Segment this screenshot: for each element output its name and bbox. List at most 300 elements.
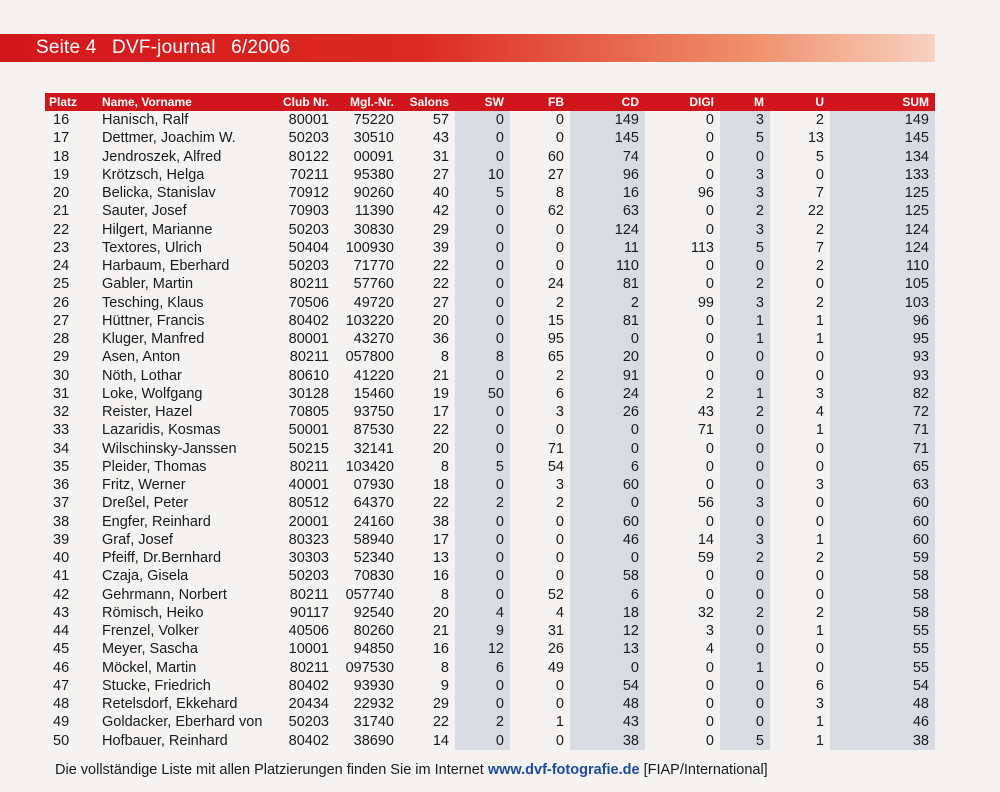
cell-m: 0	[720, 348, 770, 366]
cell-cd: 24	[570, 385, 645, 403]
cell-m: 3	[720, 494, 770, 512]
cell-cd: 0	[570, 494, 645, 512]
cell-digi: 32	[697, 604, 714, 621]
cell-mgl: 22932	[353, 696, 394, 712]
cell-cd: 63	[570, 202, 645, 220]
table-row	[45, 695, 935, 713]
cell-fb: 1	[555, 714, 564, 731]
table-row	[45, 458, 935, 476]
cell-platz: 20	[53, 185, 70, 201]
cell-fb: 24	[547, 276, 564, 293]
cell-sw: 0	[455, 111, 510, 129]
table-row	[45, 732, 935, 750]
cell-cd: 110	[570, 257, 645, 275]
cell-u: 2	[815, 294, 824, 311]
cell-name: Textores, Ulrich	[102, 239, 202, 256]
cell-mgl: 57760	[353, 276, 394, 293]
cell-sw: 0	[455, 695, 510, 713]
cell-salons: 39	[432, 239, 449, 256]
cell-name: Hofbauer, Reinhard	[102, 732, 228, 749]
cell-platz: 21	[53, 203, 70, 220]
table-body	[45, 111, 935, 750]
cell-mgl: 52340	[353, 550, 394, 566]
cell-digi: 0	[705, 568, 714, 585]
cell-cd: 6	[570, 586, 645, 604]
cell-name: Gehrmann, Norbert	[102, 586, 227, 603]
cell-sum: 134	[830, 148, 935, 166]
cell-fb: 0	[555, 732, 564, 749]
cell-fb: 62	[547, 203, 564, 220]
cell-platz: 38	[53, 513, 70, 530]
cell-salons: 22	[432, 276, 449, 293]
cell-fb: 2	[555, 294, 564, 311]
cell-club: 40001	[288, 477, 329, 493]
cell-u: 0	[815, 349, 824, 366]
column-header-mgl: Mgl.-Nr.	[350, 95, 394, 109]
cell-mgl: 93750	[353, 404, 394, 420]
cell-mgl: 100930	[345, 239, 394, 256]
cell-mgl: 58940	[353, 531, 394, 548]
cell-u: 7	[815, 185, 824, 201]
cell-digi: 0	[705, 112, 714, 128]
cell-club: 50203	[288, 568, 329, 585]
footer-text: Die vollständige Liste mit allen Platzierungen finden Sie im Internet	[55, 762, 484, 778]
table-row	[45, 604, 935, 622]
cell-u: 1	[815, 714, 824, 731]
cell-club: 50215	[288, 440, 329, 457]
cell-u: 3	[815, 696, 824, 712]
cell-platz: 41	[53, 568, 70, 585]
cell-salons: 43	[432, 130, 449, 147]
cell-digi: 0	[705, 586, 714, 603]
journal-name: DVF-journal	[112, 37, 216, 58]
cell-platz: 18	[53, 148, 70, 165]
cell-salons: 22	[432, 714, 449, 731]
cell-sum: 105	[830, 275, 935, 293]
cell-sw: 10	[455, 166, 510, 184]
cell-fb: 0	[555, 422, 564, 439]
table-row	[45, 549, 935, 567]
cell-cd: 149	[570, 111, 645, 129]
cell-name: Reister, Hazel	[102, 404, 193, 420]
cell-m: 0	[720, 622, 770, 640]
cell-sw: 0	[455, 440, 510, 458]
cell-digi: 59	[697, 550, 714, 566]
cell-mgl: 38690	[353, 732, 394, 749]
cell-mgl: 75220	[353, 112, 394, 128]
cell-sw: 0	[455, 257, 510, 275]
cell-sw: 4	[455, 604, 510, 622]
cell-name: Stucke, Friedrich	[102, 677, 211, 694]
cell-sw: 0	[455, 221, 510, 239]
table-row	[45, 221, 935, 239]
cell-salons: 13	[432, 550, 449, 566]
cell-cd: 26	[570, 403, 645, 421]
cell-m: 3	[720, 111, 770, 129]
cell-sum: 95	[830, 330, 935, 348]
cell-name: Sauter, Josef	[102, 203, 187, 220]
cell-mgl: 103220	[345, 312, 394, 329]
cell-sw: 0	[455, 677, 510, 695]
cell-sum: 125	[830, 202, 935, 220]
cell-club: 80211	[289, 659, 329, 676]
cell-mgl: 70830	[353, 568, 394, 585]
cell-name: Lazaridis, Kosmas	[102, 422, 221, 439]
cell-mgl: 32141	[353, 440, 394, 457]
cell-cd: 60	[570, 476, 645, 494]
cell-cd: 0	[570, 549, 645, 567]
table-row	[45, 312, 935, 330]
cell-sum: 58	[830, 586, 935, 604]
cell-salons: 36	[432, 331, 449, 347]
cell-name: Römisch, Heiko	[102, 604, 204, 621]
cell-club: 90117	[289, 604, 329, 621]
cell-club: 80402	[288, 677, 329, 694]
cell-sum: 65	[830, 458, 935, 476]
cell-name: Engfer, Reinhard	[102, 513, 211, 530]
cell-platz: 19	[53, 166, 70, 183]
cell-cd: 0	[570, 659, 645, 677]
cell-cd: 18	[570, 604, 645, 622]
cell-sw: 0	[455, 275, 510, 293]
cell-name: Jendroszek, Alfred	[102, 148, 222, 165]
cell-platz: 40	[53, 550, 70, 566]
cell-sw: 0	[455, 239, 510, 257]
cell-mgl: 103420	[345, 458, 394, 475]
cell-fb: 60	[547, 148, 564, 165]
cell-sw: 0	[455, 129, 510, 147]
cell-m: 0	[720, 713, 770, 731]
cell-sw: 0	[455, 202, 510, 220]
cell-fb: 54	[547, 458, 564, 475]
cell-sw: 0	[455, 294, 510, 312]
cell-name: Czaja, Gisela	[102, 568, 189, 585]
page-header	[36, 36, 300, 60]
cell-u: 2	[815, 604, 824, 621]
cell-m: 0	[720, 567, 770, 585]
cell-fb: 15	[547, 312, 564, 329]
cell-salons: 8	[440, 349, 449, 366]
cell-sum: 93	[830, 348, 935, 366]
cell-fb: 3	[555, 477, 564, 493]
column-header-salons: Salons	[409, 95, 449, 109]
cell-club: 50001	[288, 422, 329, 439]
cell-mgl: 94850	[353, 641, 394, 658]
cell-u: 1	[815, 623, 824, 639]
table-row	[45, 367, 935, 385]
cell-m: 0	[720, 476, 770, 494]
cell-u: 1	[815, 422, 824, 439]
cell-salons: 22	[432, 495, 449, 512]
cell-m: 3	[720, 294, 770, 312]
cell-m: 5	[720, 732, 770, 750]
cell-salons: 22	[432, 258, 449, 274]
table-row	[45, 659, 935, 677]
cell-sum: 59	[830, 549, 935, 567]
cell-club: 80001	[288, 112, 329, 128]
cell-cd: 91	[570, 367, 645, 385]
cell-u: 22	[807, 203, 824, 220]
cell-fb: 0	[555, 531, 564, 548]
cell-platz: 35	[53, 458, 70, 475]
cell-m: 2	[720, 202, 770, 220]
cell-name: Dettmer, Joachim W.	[102, 130, 236, 147]
cell-salons: 57	[432, 112, 449, 128]
table-row	[45, 713, 935, 731]
cell-mgl: 95380	[353, 166, 394, 183]
website-link[interactable]: www.dvf-fotografie.de	[487, 762, 640, 778]
cell-name: Fritz, Werner	[102, 477, 186, 493]
cell-mgl: 057740	[345, 586, 394, 603]
cell-mgl: 15460	[353, 385, 394, 402]
cell-platz: 45	[53, 641, 70, 658]
cell-cd: 43	[570, 713, 645, 731]
cell-sw: 0	[455, 476, 510, 494]
cell-digi: 99	[697, 294, 714, 311]
cell-cd: 46	[570, 531, 645, 549]
cell-digi: 0	[705, 221, 714, 238]
cell-u: 0	[815, 659, 824, 676]
cell-sum: 82	[830, 385, 935, 403]
cell-digi: 113	[690, 239, 714, 256]
cell-m: 0	[720, 677, 770, 695]
cell-digi: 0	[705, 732, 714, 749]
cell-digi: 96	[697, 185, 714, 201]
cell-m: 1	[720, 312, 770, 330]
cell-platz: 44	[53, 623, 70, 639]
cell-m: 2	[720, 604, 770, 622]
table-row	[45, 166, 935, 184]
cell-m: 2	[720, 275, 770, 293]
cell-club: 70506	[288, 294, 329, 311]
cell-fb: 0	[555, 568, 564, 585]
cell-platz: 17	[53, 130, 70, 147]
cell-mgl: 93930	[353, 677, 394, 694]
cell-name: Tesching, Klaus	[102, 294, 204, 311]
cell-platz: 16	[53, 112, 70, 128]
ranking-table	[45, 93, 935, 750]
cell-cd: 48	[570, 695, 645, 713]
cell-club: 40506	[288, 623, 329, 639]
ranking-table-container	[45, 93, 935, 750]
cell-mgl: 41220	[353, 367, 394, 384]
cell-salons: 8	[440, 659, 449, 676]
cell-name: Hilgert, Marianne	[102, 221, 213, 238]
cell-cd: 11	[570, 239, 645, 257]
cell-fb: 4	[555, 604, 564, 621]
cell-u: 0	[815, 458, 824, 475]
cell-digi: 0	[705, 367, 714, 384]
cell-salons: 19	[432, 385, 449, 402]
cell-mgl: 30510	[353, 130, 394, 147]
cell-sum: 46	[830, 713, 935, 731]
cell-sum: 110	[830, 257, 935, 275]
cell-club: 20001	[288, 513, 329, 530]
cell-name: Frenzel, Volker	[102, 623, 199, 639]
cell-digi: 2	[705, 385, 714, 402]
cell-m: 0	[720, 458, 770, 476]
table-row	[45, 239, 935, 257]
cell-name: Harbaum, Eberhard	[102, 258, 230, 274]
cell-platz: 37	[53, 495, 70, 512]
cell-club: 20434	[288, 696, 329, 712]
cell-club: 80211	[289, 276, 329, 293]
cell-platz: 34	[53, 440, 70, 457]
cell-mgl: 80260	[353, 623, 394, 639]
cell-platz: 31	[53, 385, 70, 402]
cell-fb: 0	[555, 677, 564, 694]
cell-fb: 0	[555, 239, 564, 256]
cell-cd: 81	[570, 275, 645, 293]
cell-sw: 0	[455, 732, 510, 750]
column-header-name: Name, Vorname	[102, 95, 192, 109]
cell-sum: 72	[830, 403, 935, 421]
cell-mgl: 097530	[345, 659, 394, 676]
cell-sum: 60	[830, 494, 935, 512]
table-row	[45, 257, 935, 275]
cell-m: 3	[720, 166, 770, 184]
cell-u: 5	[815, 148, 824, 165]
table-row	[45, 403, 935, 421]
cell-sum: 58	[830, 567, 935, 585]
cell-club: 70211	[289, 166, 329, 183]
cell-digi: 0	[705, 458, 714, 475]
cell-digi: 0	[705, 440, 714, 457]
cell-m: 2	[720, 549, 770, 567]
cell-sw: 5	[455, 458, 510, 476]
cell-salons: 29	[432, 696, 449, 712]
cell-mgl: 43270	[353, 331, 394, 347]
cell-sum: 71	[830, 421, 935, 439]
cell-digi: 56	[697, 495, 714, 512]
cell-sw: 12	[455, 640, 510, 658]
cell-digi: 4	[705, 641, 714, 658]
cell-club: 80512	[288, 495, 329, 512]
cell-fb: 6	[555, 385, 564, 402]
cell-mgl: 92540	[353, 604, 394, 621]
cell-sum: 124	[830, 221, 935, 239]
cell-fb: 31	[547, 623, 564, 639]
cell-m: 0	[720, 586, 770, 604]
cell-m: 0	[720, 640, 770, 658]
cell-club: 80001	[288, 331, 329, 347]
cell-name: Hüttner, Francis	[102, 312, 205, 329]
column-header-sum: SUM	[902, 95, 929, 109]
cell-fb: 0	[555, 112, 564, 128]
cell-u: 1	[815, 531, 824, 548]
cell-club: 50203	[288, 258, 329, 274]
cell-salons: 8	[440, 586, 449, 603]
cell-digi: 0	[705, 130, 714, 147]
cell-club: 80610	[288, 367, 329, 384]
cell-digi: 0	[705, 477, 714, 493]
cell-m: 1	[720, 385, 770, 403]
cell-cd: 124	[570, 221, 645, 239]
cell-sw: 0	[455, 549, 510, 567]
cell-cd: 20	[570, 348, 645, 366]
cell-platz: 29	[53, 349, 70, 366]
cell-u: 0	[815, 568, 824, 585]
table-row	[45, 148, 935, 166]
cell-sum: 125	[830, 184, 935, 202]
table-row	[45, 348, 935, 366]
cell-sw: 2	[455, 494, 510, 512]
cell-club: 50404	[288, 239, 329, 256]
cell-sum: 145	[830, 129, 935, 147]
cell-m: 3	[720, 184, 770, 202]
table-row	[45, 129, 935, 147]
cell-name: Nöth, Lothar	[102, 367, 182, 384]
cell-mgl: 87530	[353, 422, 394, 439]
cell-fb: 65	[547, 349, 564, 366]
cell-platz: 33	[53, 422, 70, 439]
cell-cd: 145	[570, 129, 645, 147]
cell-m: 1	[720, 330, 770, 348]
cell-club: 80211	[289, 586, 329, 603]
cell-salons: 27	[432, 294, 449, 311]
cell-cd: 12	[570, 622, 645, 640]
cell-salons: 17	[432, 404, 449, 420]
cell-cd: 60	[570, 513, 645, 531]
cell-digi: 71	[697, 422, 714, 439]
cell-mgl: 24160	[353, 513, 394, 530]
cell-club: 50203	[288, 221, 329, 238]
cell-sw: 6	[455, 659, 510, 677]
cell-mgl: 49720	[353, 294, 394, 311]
cell-name: Gabler, Martin	[102, 276, 194, 293]
cell-platz: 36	[53, 477, 70, 493]
cell-mgl: 90260	[353, 185, 394, 201]
cell-fb: 0	[555, 130, 564, 147]
cell-salons: 14	[432, 732, 449, 749]
cell-name: Loke, Wolfgang	[102, 385, 203, 402]
cell-platz: 27	[53, 312, 70, 329]
cell-club: 50203	[288, 130, 329, 147]
column-header-club: Club Nr.	[282, 95, 329, 109]
cell-salons: 20	[432, 312, 449, 329]
page-number: Seite 4	[36, 37, 97, 58]
cell-name: Goldacker, Eberhard von	[102, 714, 263, 731]
cell-sw: 0	[455, 330, 510, 348]
cell-digi: 0	[705, 148, 714, 165]
cell-u: 1	[815, 331, 824, 347]
cell-m: 0	[720, 257, 770, 275]
cell-sum: 60	[830, 513, 935, 531]
cell-platz: 30	[53, 367, 70, 384]
cell-cd: 58	[570, 567, 645, 585]
column-header-fb: FB	[548, 95, 564, 109]
column-header-cd: CD	[621, 95, 639, 109]
cell-digi: 43	[697, 404, 714, 420]
cell-cd: 38	[570, 732, 645, 750]
column-header-digi: DIGI	[689, 95, 714, 109]
cell-cd: 16	[570, 184, 645, 202]
table-header-row	[45, 93, 935, 111]
column-header-sw: SW	[484, 95, 504, 109]
cell-platz: 42	[53, 586, 70, 603]
cell-digi: 0	[705, 349, 714, 366]
cell-salons: 20	[432, 440, 449, 457]
cell-m: 0	[720, 421, 770, 439]
cell-mgl: 64370	[353, 495, 394, 512]
cell-m: 1	[720, 659, 770, 677]
cell-u: 6	[815, 677, 824, 694]
cell-digi: 0	[705, 203, 714, 220]
cell-m: 0	[720, 513, 770, 531]
column-header-u: U	[815, 95, 824, 109]
table-row	[45, 421, 935, 439]
cell-sum: 103	[830, 294, 935, 312]
